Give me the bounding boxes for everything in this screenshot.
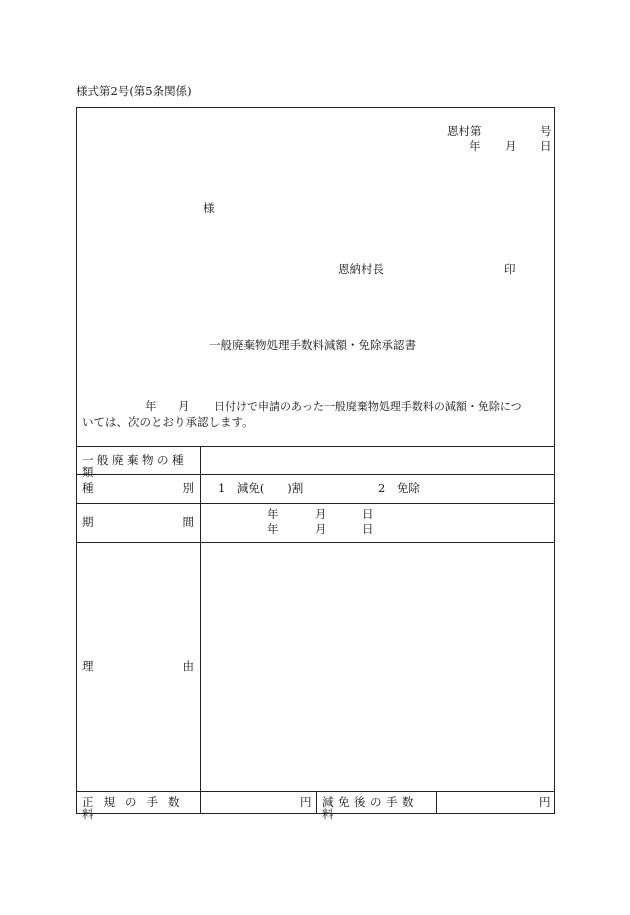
- period-to-year: 年: [267, 522, 279, 536]
- period-from-day: 日: [362, 507, 374, 521]
- reduced-fee-unit: 円: [539, 795, 551, 809]
- period-label: [82, 517, 194, 529]
- period-to-day: 日: [362, 522, 374, 536]
- issuer-seal: 印: [504, 262, 516, 276]
- body-year: 年: [145, 399, 157, 413]
- doc-number-suffix: 号: [540, 124, 552, 138]
- category-label: [82, 483, 194, 495]
- recipient-honorific: 様: [203, 201, 215, 215]
- period-label-a: 期: [82, 515, 94, 529]
- period-label-b: 間: [182, 515, 194, 529]
- reason-label-b: 由: [182, 659, 194, 673]
- regular-fee-unit: 円: [300, 795, 312, 809]
- category-option-reduction: 1 減免( )割: [218, 481, 304, 495]
- reason-label: [82, 661, 194, 673]
- form-label: 様式第2号(第5条関係): [76, 84, 192, 98]
- body-text-line2: いては、次のとおり承認します。: [82, 415, 254, 429]
- waste-type-label: 一般廃棄物の種類: [82, 453, 187, 479]
- date-day: 日: [540, 139, 552, 153]
- period-from-year: 年: [267, 507, 279, 521]
- period-to-month: 月: [315, 522, 327, 536]
- reason-label-a: 理: [82, 659, 94, 673]
- category-label-b: 別: [182, 481, 194, 495]
- period-from-month: 月: [315, 507, 327, 521]
- doc-number-prefix: 恩村第: [447, 124, 482, 138]
- category-option-exemption: 2 免除: [378, 481, 420, 495]
- date-year: 年: [469, 139, 481, 153]
- category-label-a: 種: [82, 481, 94, 495]
- body-text-line1: 日付けで申請のあった一般廃棄物処理手数料の減額・免除につ: [214, 400, 522, 413]
- body-month: 月: [178, 399, 190, 413]
- document-title: 一般廃棄物処理手数料減額・免除承認書: [209, 338, 416, 352]
- date-month: 月: [505, 139, 517, 153]
- reduced-fee-label: 減免後の手数料: [322, 795, 418, 821]
- issuer-name: 恩納村長: [338, 262, 384, 276]
- regular-fee-label: 正規の手数料: [82, 795, 190, 821]
